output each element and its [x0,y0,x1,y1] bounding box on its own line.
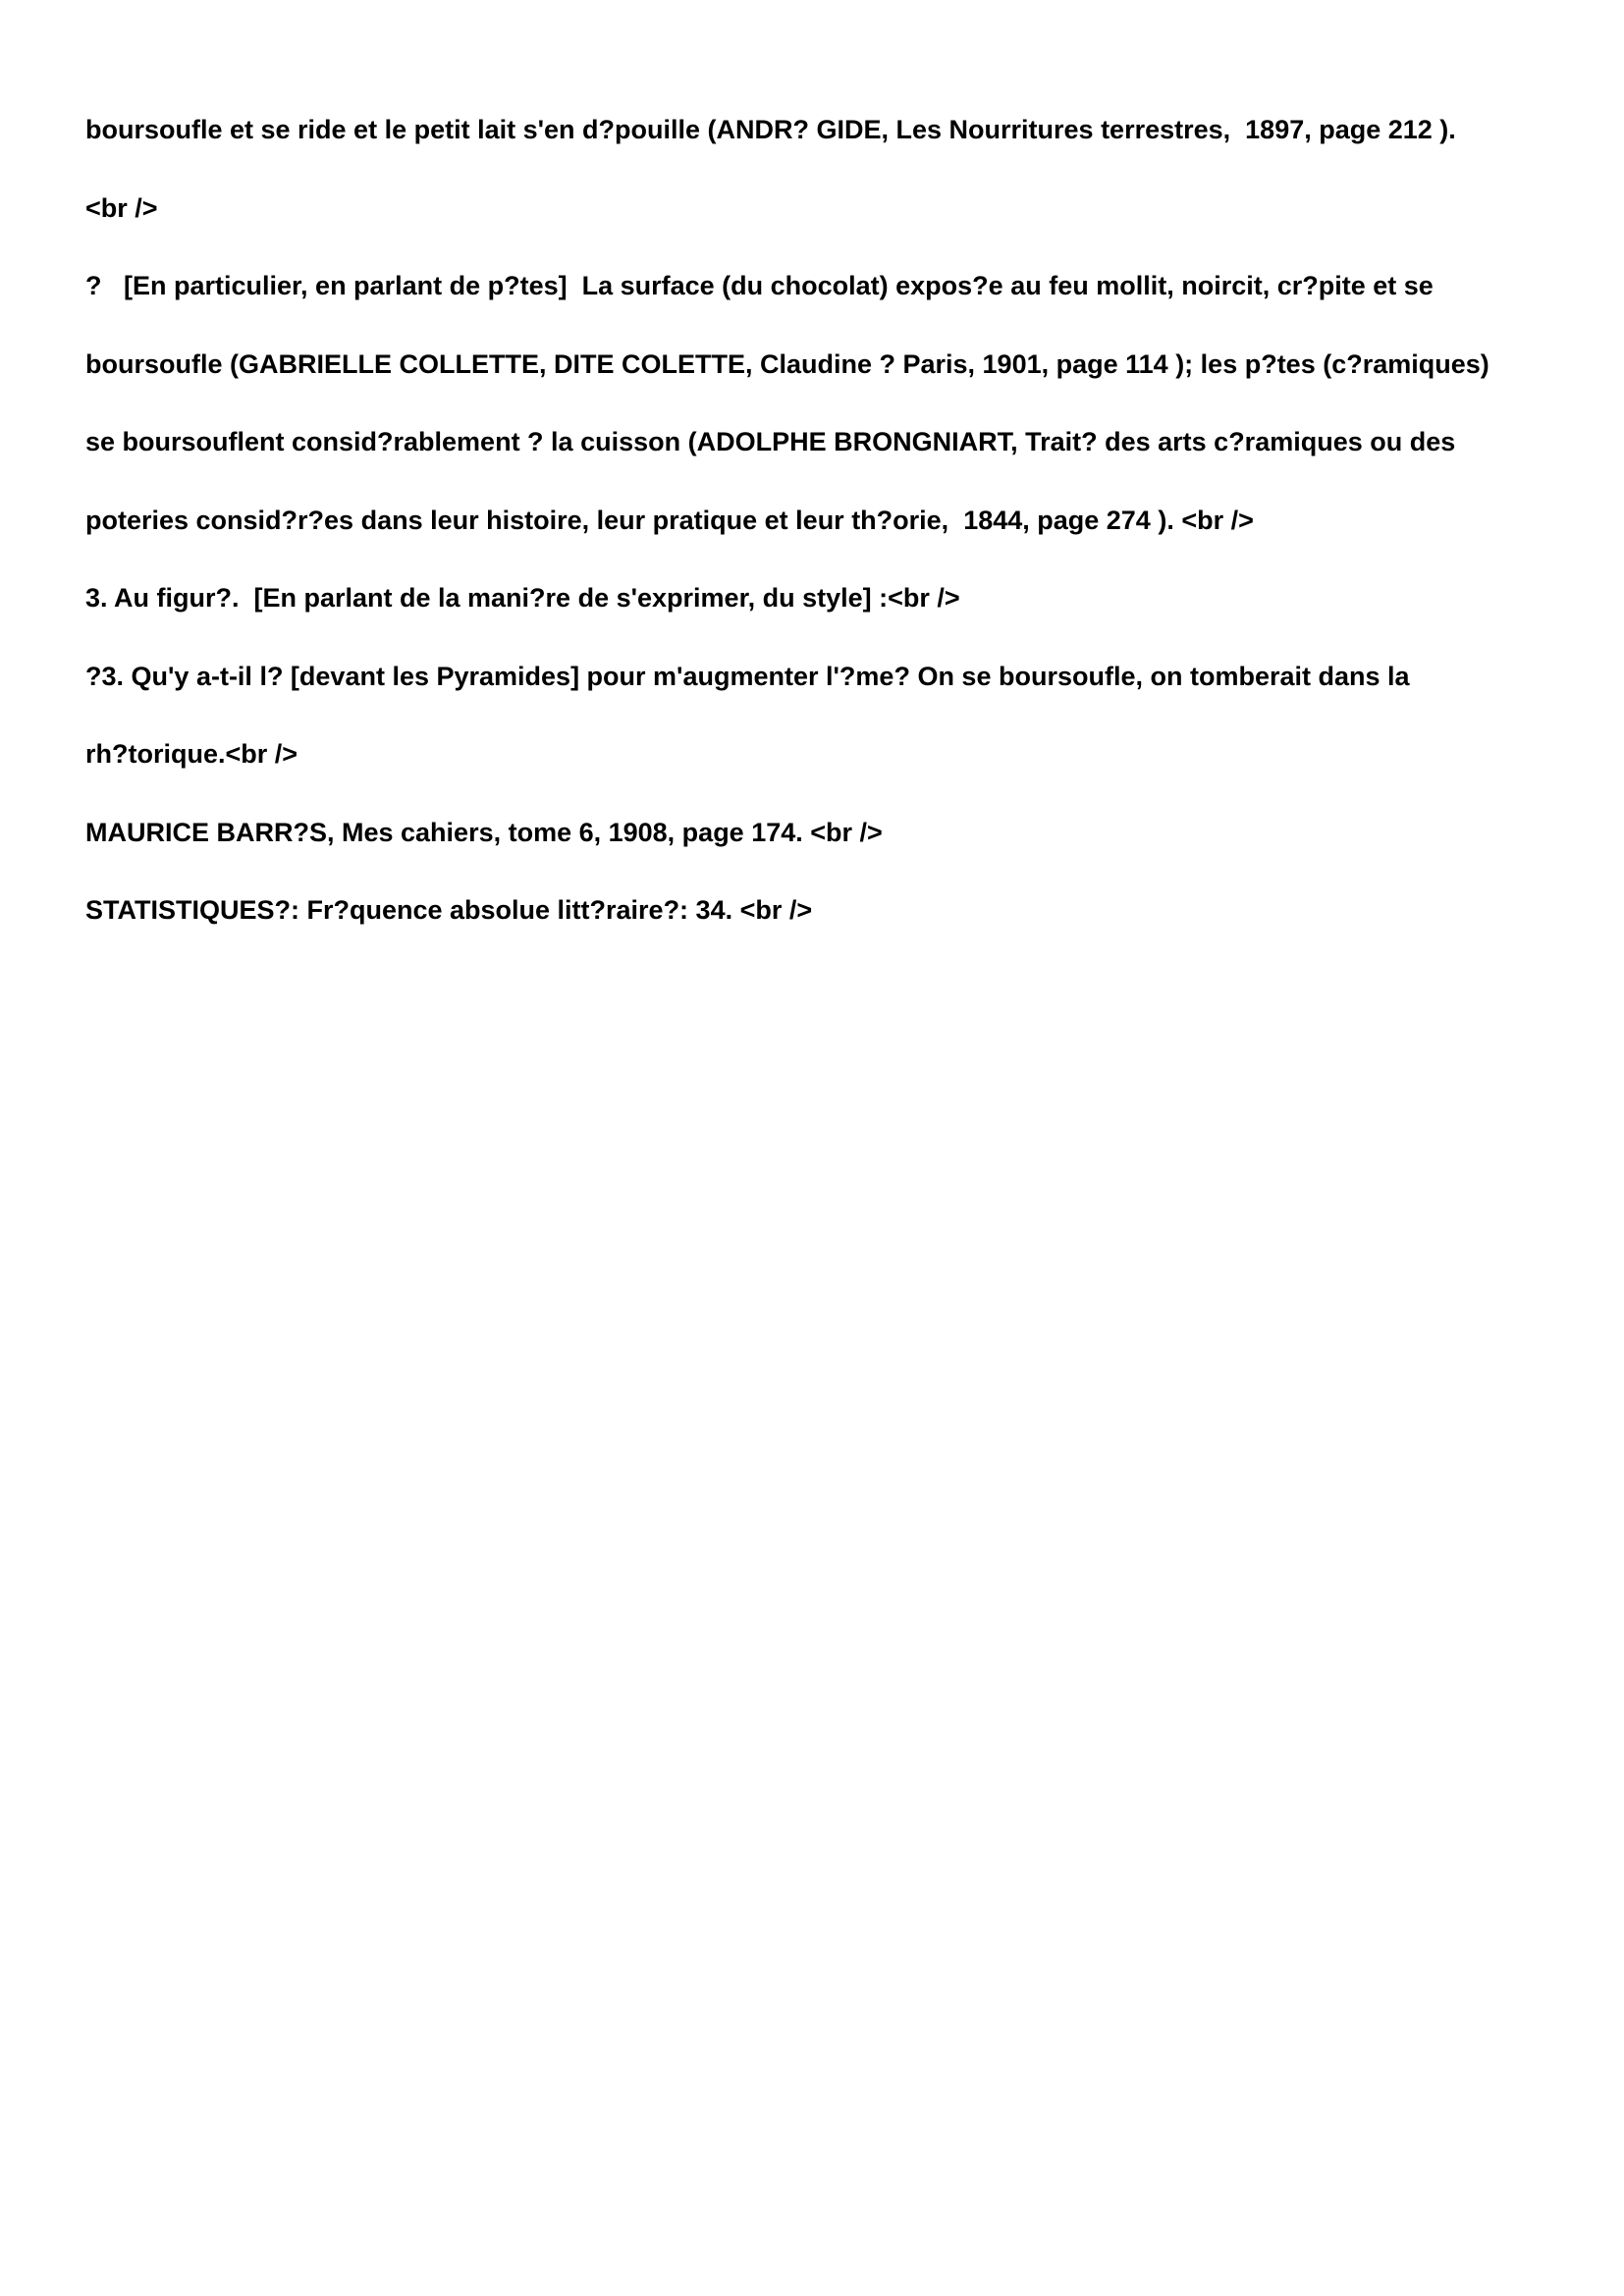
text-line: ? [En particulier, en parlant de p?tes] La surface (du chocolat) expos?e au feu mollit, noircit, cr?pite et se [85,271,1434,300]
text-line: <br /> [85,192,158,223]
text-line: boursoufle (GABRIELLE COLLETTE, DITE COLETTE, Claudine ? Paris, 1901, page 114 ); les p?tes (c?ramiques) [85,348,1489,379]
text-line: STATISTIQUES?: Fr?quence absolue litt?raire?: 34. <br /> [85,895,813,925]
text-line: MAURICE BARR?S, Mes cahiers, tome 6, 1908, page 174. <br /> [85,817,883,847]
text-line: boursoufle et se ride et le petit lait s'en d?pouille (ANDR? GIDE, Les Nourritures terrestres, 1897, page 212 ). [85,115,1456,144]
text-line: se boursouflent consid?rablement ? la cuisson (ADOLPHE BRONGNIART, Trait? des arts c?ramiques ou des [85,427,1456,456]
text-line: poteries consid?r?es dans leur histoire, leur pratique et leur th?orie, 1844, page 274 ). <br /> [85,505,1254,535]
document-body [85,91,1578,950]
text-line: rh?torique.<br /> [85,739,298,769]
text-line: 3. Au figur?. [En parlant de la mani?re de s'exprimer, du style] :<br /> [85,583,960,613]
text-line: ?3. Qu'y a-t-il l? [devant les Pyramides] pour m'augmenter l'?me? On se boursoufle, on tomberait dans la [85,661,1410,691]
